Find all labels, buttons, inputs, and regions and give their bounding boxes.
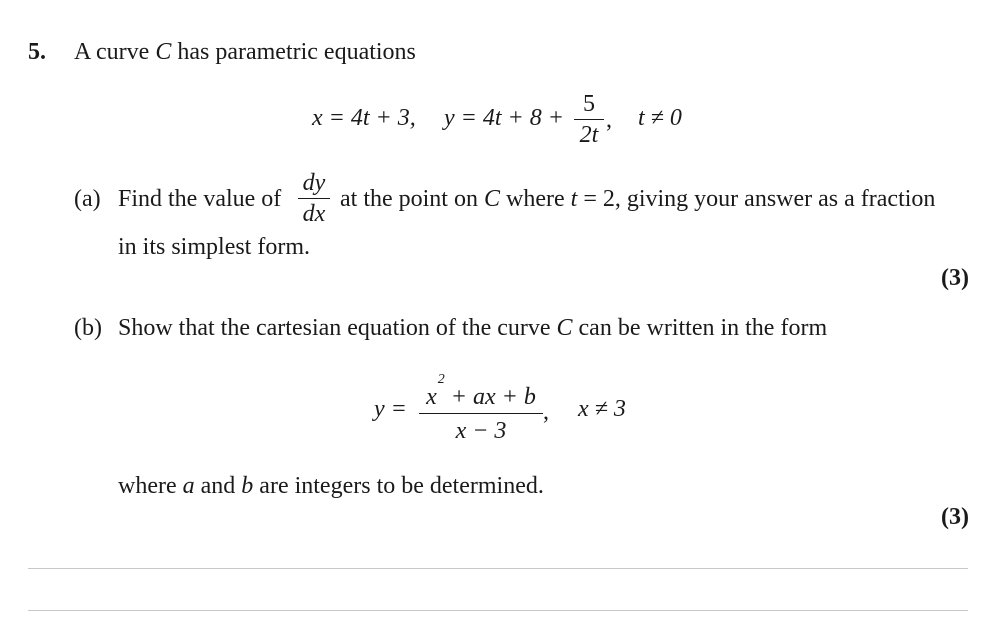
part-a-t-variable: t	[570, 186, 578, 212]
cartesian-numerator-x: x	[426, 384, 437, 410]
part-a-text-before: Find the value of	[118, 186, 282, 212]
derivative-numerator: dy	[302, 170, 326, 196]
answer-line-1	[28, 568, 968, 569]
part-a-text-after-1: at the point on	[340, 186, 484, 212]
curve-name: C	[155, 39, 172, 65]
part-a-text-after-2: where	[500, 186, 571, 212]
param-comma: ,	[606, 107, 612, 133]
cartesian-denominator: x − 3	[455, 418, 507, 444]
where-prefix: where	[118, 473, 183, 499]
cartesian-numerator-rest: + ax + b	[444, 384, 536, 410]
param-fraction-bar	[574, 119, 604, 120]
part-b-text-2: can be written in the form	[572, 315, 828, 341]
cartesian-fraction	[419, 372, 543, 444]
y-equation-left: y = 4t + 8 +	[444, 105, 564, 131]
part-b-curve-name: C	[556, 315, 573, 341]
cartesian-comma: ,	[543, 399, 549, 425]
x-equation: x = 4t + 3,	[312, 105, 416, 131]
answer-line-2	[28, 610, 968, 611]
cartesian-numerator-exponent: 2	[437, 372, 445, 387]
part-a-text-after-3: = 2, giving your answer as a fraction	[577, 186, 936, 212]
part-a-curve-name: C	[483, 186, 500, 212]
part-b-label: (b)	[74, 315, 102, 341]
derivative-denominator: dx	[302, 201, 326, 227]
where-suffix: are integers to be determined.	[253, 473, 544, 499]
param-fraction-denominator: 2t	[579, 122, 599, 148]
where-a: a	[182, 473, 195, 499]
derivative-bar	[298, 198, 330, 199]
intro-prefix: A curve	[74, 39, 156, 65]
part-a-text-after	[340, 185, 935, 213]
param-fraction-numerator: 5	[583, 91, 595, 117]
cartesian-condition: x ≠ 3	[578, 396, 626, 422]
cartesian-bar	[419, 413, 543, 414]
cartesian-lhs: y =	[374, 396, 407, 422]
where-and: and	[194, 473, 242, 499]
part-b-text-1: Show that the cartesian equation of the curve	[118, 315, 557, 341]
intro-suffix: has parametric equations	[171, 39, 416, 65]
cartesian-numerator	[426, 372, 536, 410]
param-condition: t ≠ 0	[638, 105, 682, 131]
where-b: b	[241, 473, 254, 499]
derivative-fraction	[298, 171, 330, 226]
question-number: 5.	[28, 39, 46, 65]
part-a-marks: (3)	[941, 265, 969, 291]
part-a-label: (a)	[74, 186, 101, 212]
question-intro	[74, 38, 416, 66]
part-b-where	[118, 472, 544, 500]
part-a-line-2: in its simplest form.	[118, 234, 310, 260]
part-b-marks: (3)	[941, 504, 969, 530]
param-fraction	[574, 92, 604, 147]
part-b-text	[118, 314, 827, 342]
